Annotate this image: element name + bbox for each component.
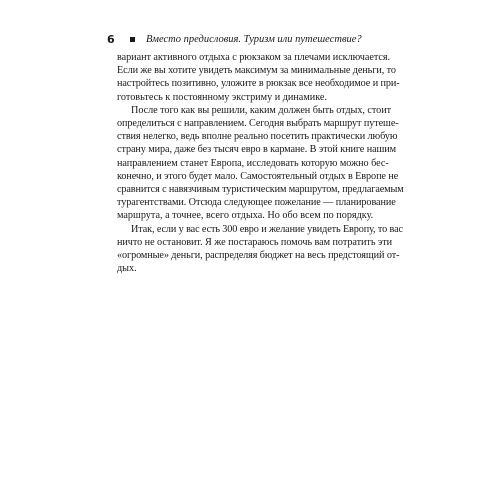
text-line: сравнится с навязчивым туристическим маршрутом, предлагаемым <box>117 184 404 196</box>
text-line: Если же вы хотите увидеть максимум за минимальные деньги, то <box>117 65 396 77</box>
square-bullet-icon <box>130 37 135 42</box>
running-head <box>107 30 407 48</box>
text-line: вариант активного отдыха с рюкзаком за плечами исключается. <box>117 52 391 63</box>
text-line: определиться с направлением. Сегодня выбрать маршрут путеше- <box>117 118 399 130</box>
body-text <box>117 51 404 275</box>
text-line: страну мира, даже без тысяч евро в кармане. В этой книге нашим <box>117 144 397 156</box>
text-line: турагентствами. Отсюда следующее пожелание — планирование <box>117 197 396 209</box>
text-line: настройтесь позитивно, уложите в рюкзак все необходимое и при- <box>117 78 400 90</box>
chapter-title: Вместо предисловия. Туризм или путешествие? <box>146 33 362 45</box>
text-line: маршрута, а точнее, всего отдыха. Но обо всем по порядку. <box>117 210 374 222</box>
paragraph-2 <box>117 104 404 223</box>
text-line: направлением станет Европа, исследовать которую можно бес- <box>117 157 389 169</box>
paragraph-3 <box>117 223 403 276</box>
text-line: конечно, и этого будет мало. Самостоятельный отдых в Европе не <box>117 170 399 182</box>
text-line: ничто не остановит. Я же постараюсь помочь вам потратить эти <box>117 236 393 248</box>
text-line: После того как вы решили, каким должен быть отдых, стоит <box>131 104 392 116</box>
paragraph-1 <box>117 51 400 104</box>
text-line: дых. <box>117 263 137 275</box>
text-line: Итак, если у вас есть 300 евро и желание увидеть Европу, то вас <box>131 223 403 235</box>
text-line: ствия нелегко, ведь вполне реально посетить практически любую <box>117 131 398 143</box>
text-line: готовьтесь к постоянному экстриму и динамике. <box>117 91 327 103</box>
page-number: 6 <box>107 32 115 46</box>
text-line: «огромные» деньги, распределяя бюджет на весь предстоящий от- <box>117 250 400 262</box>
